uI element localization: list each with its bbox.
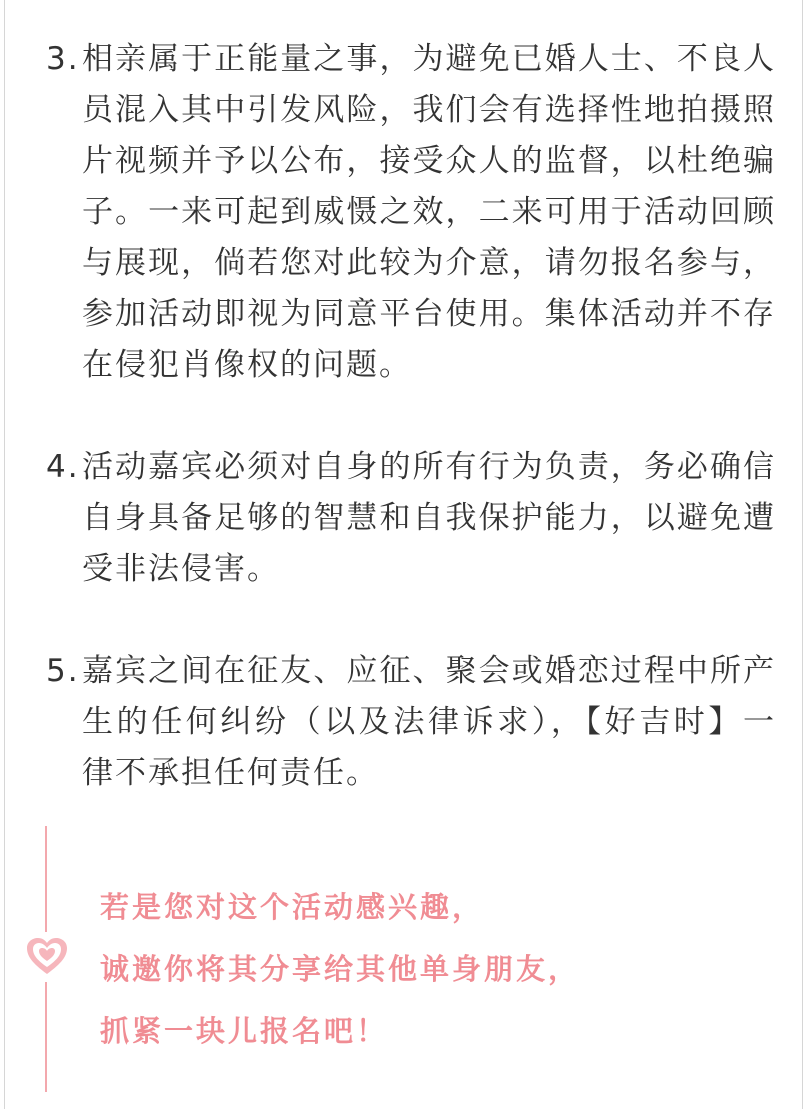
rule-item-5: [46, 646, 776, 799]
callout-text: [100, 876, 580, 1062]
callout-line-3: 抓紧一块儿报名吧！: [100, 1014, 389, 1048]
right-border-line: [802, 0, 803, 1109]
rule-number: 3.: [46, 41, 80, 77]
rule-number: 4.: [46, 449, 80, 485]
rules-list: [46, 34, 776, 799]
share-callout: [20, 826, 780, 1092]
callout-line-2: 诚邀你将其分享给其他单身朋友，: [100, 952, 581, 986]
rule-text: 活动嘉宾必须对自身的所有行为负责，务必确信自身具备足够的智慧和自我保护能力，以避免遭受非法侵害。: [82, 449, 776, 587]
callout-line-1: 若是您对这个活动感兴趣，: [100, 890, 485, 924]
heart-icon: [22, 932, 72, 982]
rule-number: 5.: [46, 653, 80, 689]
left-border-line: [4, 0, 5, 1109]
rule-item-3: [46, 34, 776, 391]
rule-text: 嘉宾之间在征友、应征、聚会或婚恋过程中所产生的任何纠纷（以及法律诉求），【好吉时】一律不承担任何责任。: [82, 653, 776, 791]
rule-text: 相亲属于正能量之事，为避免已婚人士、不良人员混入其中引发风险，我们会有选择性地拍摄照片视频并予以公布，接受众人的监督，以杜绝骗子。一来可起到威慑之效，二来可用于活动回顾与展现，倘若您对此较为介意，请勿报名参与，参加活动即视为同意平台使用。集体活动并不存在侵犯肖像权的问题。: [82, 41, 776, 383]
rule-item-4: [46, 442, 776, 595]
